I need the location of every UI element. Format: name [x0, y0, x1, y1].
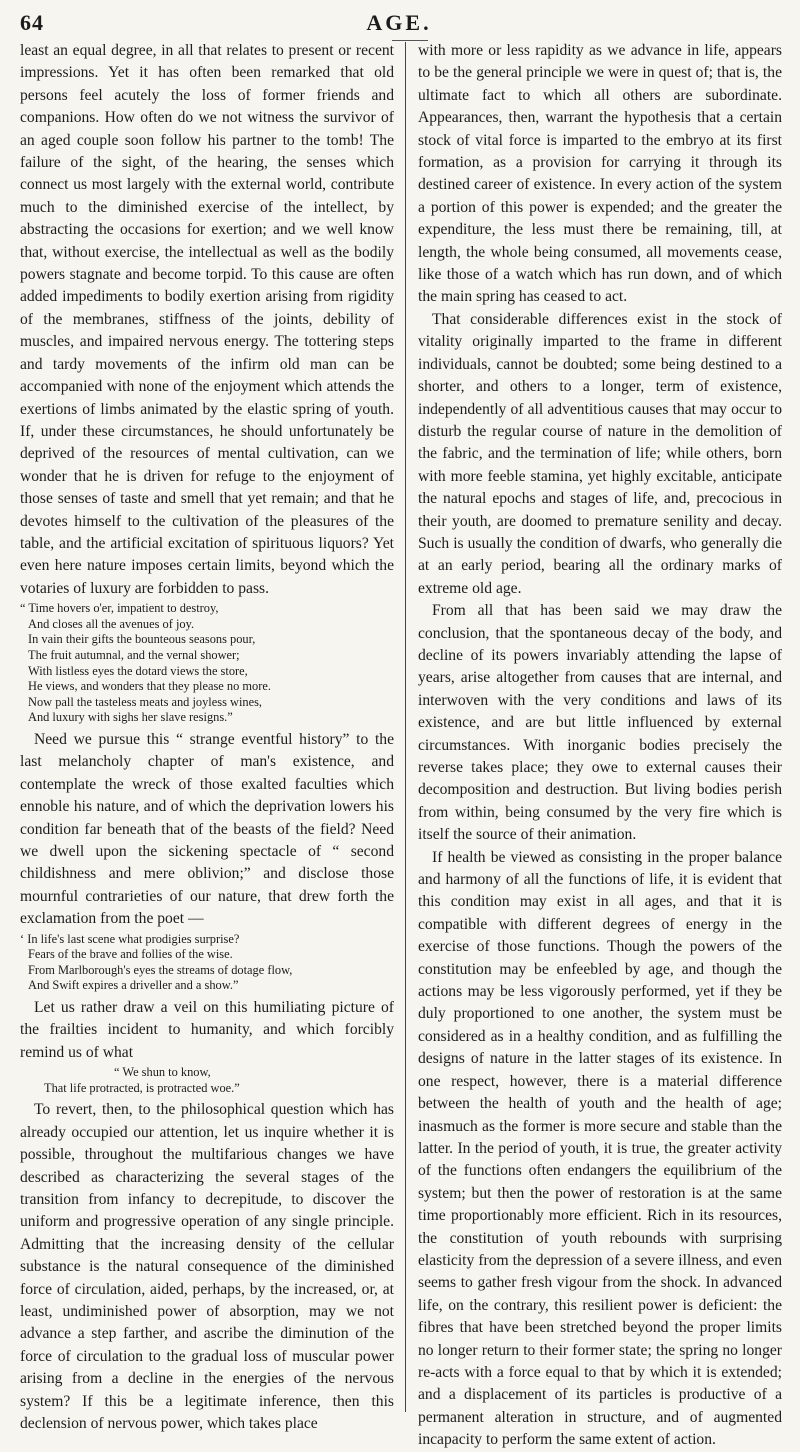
- left-column: [20, 40, 394, 1435]
- verse-line: “ Time hovers o'er, impatient to destroy,: [20, 601, 219, 616]
- verse-line: In vain their gifts the bounteous seasons pour,: [28, 632, 256, 647]
- verse-line: From Marlborough's eyes the streams of dotage flow,: [28, 962, 293, 977]
- running-head: AGE.: [366, 10, 432, 35]
- verse-line: That life protracted, is protracted woe.”: [44, 1080, 240, 1095]
- verse-line: And luxury with sighs her slave resigns.”: [28, 710, 233, 725]
- paragraph: least an equal degree, in all that relates to present or recent impressions. Yet it has often been remarked that old persons feel acutely the loss of former friends and companions. How often do we not witness the survivor of an aged couple soon follow his partner to the tomb! The failure of the sight, of the hearing, the senses which connect us most largely with the external world, contribute much to the diminished exercise of the intellect, by abstracting the occasions for exertion; and we well know that, without exercise, the intellectual as well as the bodily powers stagnate and become torpid. To this cause are often added impediments to bodily exertion arising from rigidity of the membranes, stiffness of the joints, debility of muscles, and impaired nervous energy. The tottering steps and tardy movements of the infirm old man can be accompanied with none of the enjoyment which attends the exertions of limbs animated by the elastic spring of youth. If, under these circumstances, he should unfortunately be deprived of the resources of mental cultivation, can we wonder that he is driven for refuge to the enjoyment of those senses of taste and smell that yet remain; and that he devotes himself to the cultivation of the pleasures of the table, and the artificial excitation of spirituous liquors? Yet even here nature imposes certain limits, beyond which the votaries of luxury are forbidden to pass.: [20, 42, 394, 597]
- verse-quote: [20, 932, 394, 994]
- page-header: [20, 10, 778, 38]
- verse-line: And closes all the avenues of joy.: [28, 616, 195, 631]
- verse-line: With listless eyes the dotard views the store,: [28, 663, 248, 678]
- paragraph: That considerable differences exist in the stock of vitality originally imparted to the frame in different individuals, cannot be doubted; some being destined to a shorter, and others to a longer, term of existence, independently of all adventitious causes that may occur to disturb the regular course of nature in the demolition of the fabric, and the termination of life; while others, born with more feeble stamina, yet highly excitable, anticipate the natural epochs and stages of life, and, precocious in their youth, are doomed to premature senility and decay. Such is usually the condition of dwarfs, who generally die at an early period, bearing all the ordinary marks of extreme old age.: [418, 310, 782, 597]
- column-divider: [405, 42, 406, 1412]
- verse-line: Fears of the brave and follies of the wise.: [28, 947, 233, 962]
- verse-line: And Swift expires a driveller and a show.”: [28, 978, 239, 993]
- verse-line: He views, and wonders that they please no more.: [28, 679, 271, 694]
- verse-quote: [20, 1065, 394, 1096]
- paragraph: Let us rather draw a veil on this humiliating picture of the frailties incident to humanity, and which forcibly remind us of what: [20, 998, 394, 1061]
- verse-line: Now pall the tasteless meats and joyless wines,: [28, 694, 263, 709]
- right-column: [418, 40, 782, 1452]
- paragraph: If health be viewed as consisting in the proper balance and harmony of all the functions of life, it is evident that this condition may exist in all ages, and that it is compatible with different degrees of energy in the exercise of those functions. Though the powers of the constitution may be enfeebled by age, and though the actions may be less vigorously performed, yet if they be duly proportioned to one another, the system must be considered as in a healthy condition, and as fulfilling the designs of nature in the latter stages of its existence. In one respect, however, there is a material difference between the health of youth and the health of age; inasmuch as the former is more secure and stable than the latter. In the period of youth, it is true, the greater activity of the functions often endangers the equilibrium of the system; but then the power of restoration is at the same time proportionably more efficient. Rich in its resources, the constitution of youth rebounds with surprising elasticity from the depression of a severe illness, and even seems to gather fresh vigour from the shock. In advanced life, on the contrary, this resilient power is deficient: the fibres that have been stretched beyond the proper limits no longer return to their former state; the spring no longer re-acts with a force equal to that by which it is extended; and a displacement of its particles is productive of a permanent alteration in structure, and of augmented incapacity to perform the same extent of action.: [418, 848, 782, 1449]
- verse-line: ‘ In life's last scene what prodigies surprise?: [20, 931, 240, 946]
- page-number: 64: [20, 10, 44, 35]
- paragraph: From all that has been said we may draw the conclusion, that the spontaneous decay of the body, and decline of its powers invariably attending the lapse of years, arise altogether from causes that are internal, and interwoven with the very conditions and laws of its existence, and are but little influenced by external circumstances. With inorganic bodies precisely the reverse takes place; they owe to external causes their decomposition and destruction. But living bodies perish from within, being consumed by the very fire which is itself the source of their animation.: [418, 602, 782, 844]
- paragraph: with more or less rapidity as we advance in life, appears to be the general principle we were in quest of; that is, the ultimate fact to which all others are subordinate. Appearances, then, warrant the hypothesis that a certain stock of vital force is imparted to the embryo at its first formation, as a provision for carrying it through its destined career of existence. In every action of the system a portion of this power is expended; and the greater the expenditure, the less must there be remaining, till, at length, the whole being consumed, all movements cease, like those of a watch which has run down, and of which the main spring has ceased to act.: [418, 42, 782, 306]
- verse-line: “ We shun to know,: [114, 1065, 211, 1080]
- paragraph: Need we pursue this “ strange eventful history” to the last melancholy chapter of man's existence, and contemplate the wreck of those exalted faculties which ennoble his nature, and of which the deprivation lowers his condition far beneath that of the beasts of the field? Need we dwell upon the sickening spectacle of “ second childishness and mere oblivion;” and disclose those mournful contrarieties of our nature, that drew forth the exclamation from the poet —: [20, 730, 394, 928]
- verse-line: The fruit autumnal, and the vernal shower;: [28, 647, 240, 662]
- verse-quote: [20, 601, 394, 726]
- paragraph: To revert, then, to the philosophical question which has already occupied our attention, let us inquire whether it is possible, throughout the multifarious changes we have described as characterizing the several stages of the transition from infancy to decrepitude, to discover the uniform and progressive operation of any single principle. Admitting that the increasing density of the cellular substance is the natural consequence of the diminished force of circulation, aided, perhaps, by the increased, or, at least, undiminished power of absorption, may we not advance a step farther, and ascribe the diminution of the force of circulation to the gradual loss of muscular power arising from a decline in the energies of the nervous system? If this be a legitimate inference, then this declension of nervous power, which takes place: [20, 1101, 394, 1433]
